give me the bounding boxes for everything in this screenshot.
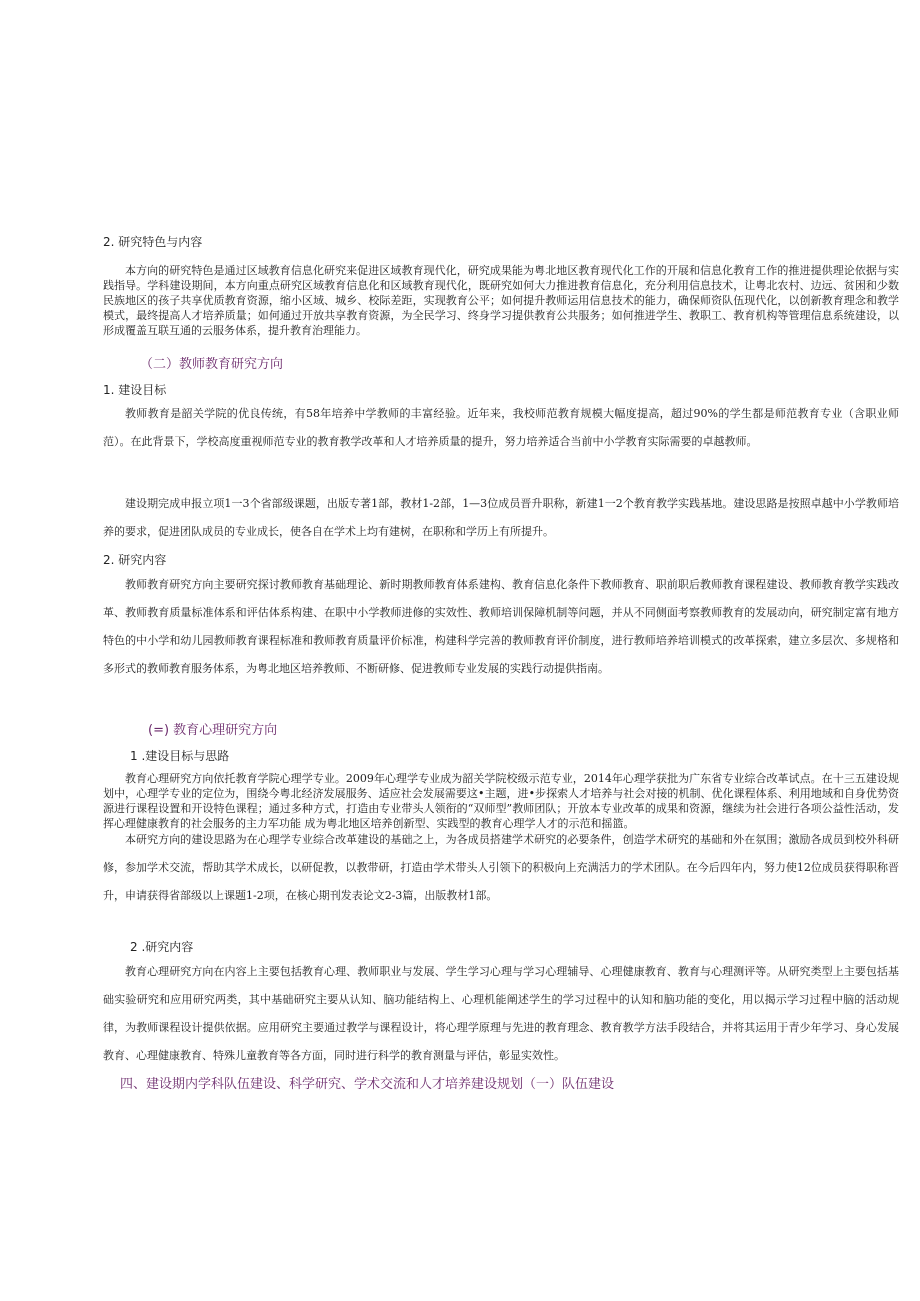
paragraph-research-features: 本方向的研究特色是通过区域教育信息化研究来促进区域教育现代化，研究成果能为粤北地区教育现代化工作的开展和信息化教育工作的推进提供理论依据与实践指导。学科建设期间，本方向重点研究区域教育信息化和区域教育现代化，既研究如何大力推进教育信息化，充分利用信息技术，让粤北农村、边远、贫困和少数民族地区的孩子共享优质教育资源，缩小区域、城乡、校际差距，实现教育公平；如何提升教师运用信息技术的能力，确保师资队伍现代化，以创新教育理念和教学模式，最终提高人才培养质量；如何通过开放共享教育资源，为全民学习、终身学习提供教育公共服务；如何推进学生、教职工、教育机构等管理信息系统建设，以形成覆盖互联互通的云服务体系，提升教育治理能力。 bbox=[103, 264, 899, 337]
paragraph-teacher-education-plan: 建设期完成申报立项1一3个省部级课题，出版专著1部，教材1-2部，1—3位成员晋升职称，新建1一2个教育教学实践基地。建设思路是按照卓越中小学教师培养的要求，促进团队成员的专业成长，使各自在学术上均有建树，在职称和学历上有所提升。 bbox=[103, 497, 899, 538]
subheading-research-content: 2. 研究内容 bbox=[103, 553, 167, 567]
section-heading-teacher-education: （二）教师教育研究方向 bbox=[140, 357, 284, 372]
paragraph-psychology-goals: 教育心理研究方向依托教育学院心理学专业。2009年心理学专业成为韶关学院校级示范专业，2014年心理学获批为广东省专业综合改革试点。在十三五建设规划中，心理学专业的定位为，围绕今粤北经济发展服务、适应社会发展需要这•主题，进•步探索人才培养与社会对接的机制、优化课程体系、利用地域和自身优势资源进行课程设置和开设特色课程；通过多种方式，打造由专业带头人领衔的“双师型”教师团队；开放本专业改革的成果和资源，继续为社会进行各项公益性活动，发挥心理健康教育的社会服务的主力军功能 成为粤北地区培养创新型、实践型的教育心理学人才的示范和摇篮。 bbox=[103, 772, 899, 830]
subheading-psychology-content: 2 .研究内容 bbox=[130, 940, 194, 954]
section-heading-construction-plan: 四、建设期内学科队伍建设、科学研究、学术交流和人才培养建设规划（一）队伍建设 bbox=[120, 1077, 615, 1092]
paragraph-psychology-content: 教育心理研究方向在内容上主要包括教育心理、教师职业与发展、学生学习心理与学习心理辅导、心理健康教育、教育与心理测评等。从研究类型上主要包括基础实验研究和应用研究两类，其中基础研究主要从认知、脑功能结构上、心理机能阐述学生的学习过程中的认知和脑功能的变化，用以揭示学习过程中脑的活动规律，为教师课程设计提供依据。应用研究主要通过教学与课程设计，将心理学原理与先进的教育理念、教育教学方法手段结合，并将其运用于青少年学习、身心发展教育、心理健康教育、特殊儿童教育等各方面，同时进行科学的教育测量与评估，彰显实效性。 bbox=[103, 965, 899, 1062]
paragraph-teacher-education-goals: 教师教育是韶关学院的优良传统，有58年培养中学教师的丰富经验。近年来，我校师范教育规模大幅度提高，超过90%的学生都是师范教育专业（含职业师范）。在此背景下，学校高度重视师范专业的教育教学改革和人才培养质量的提升，努力培养适合当前中小学教育实际需要的卓越教师。 bbox=[103, 407, 899, 448]
subheading-goals-and-approach: 1 .建设目标与思路 bbox=[130, 749, 230, 763]
paragraph-psychology-approach: 本研究方向的建设思路为在心理学专业综合改革建设的基础之上，为各成员搭建学术研究的必要条件，创造学术研究的基础和外在氛围；激励各成员到校外科研修，参加学术交流，帮助其学术成长，以研促教，以教带研，打造由学术带头人引领下的积极向上充满活力的学术团队。在今后四年内，努力使12位成员获得职称晋升，申请获得省部级以上课题1-2项，在核心期刊发表论文2-3篇，出版教材1部。 bbox=[103, 833, 899, 902]
section-heading-research-features: 2. 研究特色与内容 bbox=[103, 235, 203, 249]
section-heading-educational-psychology: (=) 教育心理研究方向 bbox=[148, 723, 278, 738]
paragraph-teacher-education-content: 教师教育研究方向主要研究探讨教师教育基础理论、新时期教师教育体系建构、教育信息化条件下教师教育、职前职后教师教育课程建设、教师教育教学实践改革、教师教育质量标准体系和评估体系构建、在职中小学教师进修的实效性、教师培训保障机制等问题，并从不同侧面考察教师教育的发展动向，研究制定富有地方特色的中小学和幼儿园教师教育课程标准和教师教育质量评价标准，构建科学完善的教师教育评价制度，进行教师培养培训模式的改革探索，建立多层次、多规格和多形式的教师教育服务体系，为粤北地区培养教师、不断研修、促进教师专业发展的实践行动提供指南。 bbox=[103, 578, 899, 675]
subheading-construction-goals: 1. 建设目标 bbox=[103, 383, 167, 397]
